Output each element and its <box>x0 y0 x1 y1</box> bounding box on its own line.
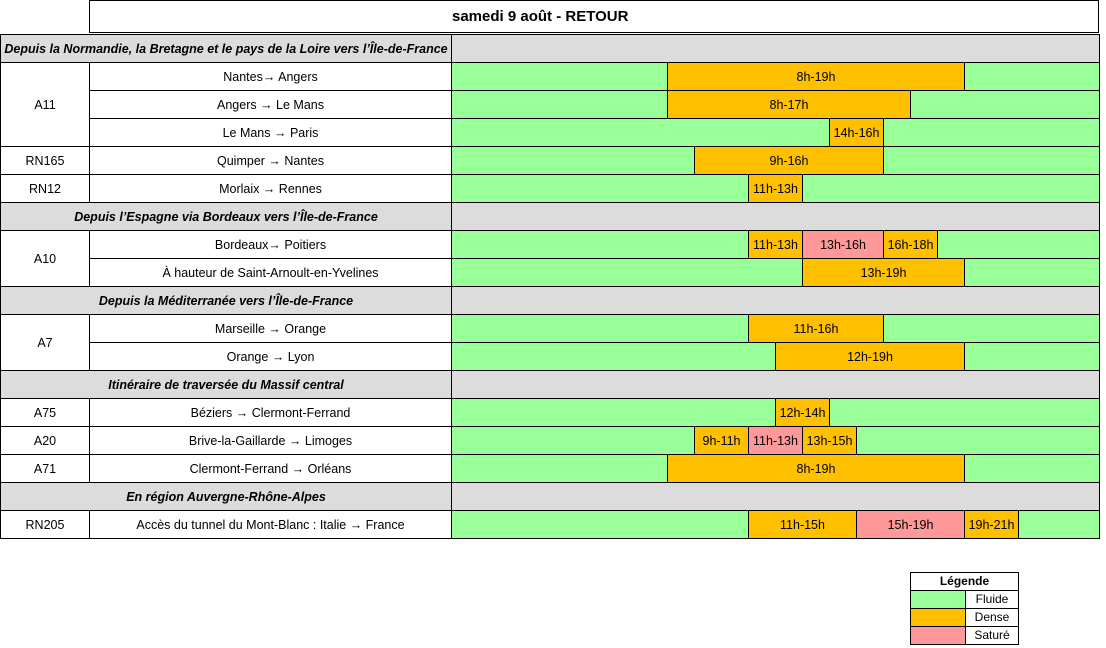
route-timeline <box>451 230 1100 259</box>
traffic-segment-sature: 15h-19h <box>856 511 965 538</box>
route-cell: Orange → Lyon <box>89 342 452 371</box>
legend-item <box>911 609 1018 627</box>
traffic-segment-sature: 11h-13h <box>748 427 803 454</box>
road-cell: A71 <box>0 454 90 483</box>
legend-title: Légende <box>911 573 1018 591</box>
section-header-row <box>0 286 1100 315</box>
route-cell: À hauteur de Saint-Arnoult-en-Yvelines <box>89 258 452 287</box>
route-cell: Accès du tunnel du Mont-Blanc : Italie → France <box>89 510 452 539</box>
section-header-row <box>0 370 1100 399</box>
route-timeline <box>451 454 1100 483</box>
section-title: Itinéraire de traversée du Massif central <box>0 370 452 399</box>
traffic-segment-dense: 8h-19h <box>667 63 965 90</box>
traffic-segment-dense: 11h-15h <box>748 511 857 538</box>
section-timeline-blank <box>451 482 1100 511</box>
legend-label: Dense <box>974 610 1010 624</box>
road-cell: A11 <box>0 62 90 147</box>
traffic-segment-dense: 13h-19h <box>802 259 965 286</box>
road-cell: A75 <box>0 398 90 427</box>
section-title: En région Auvergne-Rhône-Alpes <box>0 482 452 511</box>
traffic-segment-dense: 12h-19h <box>775 343 965 370</box>
legend <box>910 572 1019 645</box>
section-header-row <box>0 34 1100 63</box>
route-row <box>0 258 1100 287</box>
traffic-segment-dense: 9h-16h <box>694 147 884 174</box>
section-timeline-blank <box>451 34 1100 63</box>
route-timeline <box>451 174 1100 203</box>
traffic-segment-dense: 11h-13h <box>748 231 803 258</box>
route-cell: Nantes→ Angers <box>89 62 452 91</box>
section-title: Depuis l’Espagne via Bordeaux vers l’Île-de-France <box>0 202 452 231</box>
road-cell: A10 <box>0 230 90 287</box>
traffic-segment-dense: 8h-19h <box>667 455 965 482</box>
legend-item <box>911 627 1018 644</box>
traffic-segment-dense: 11h-16h <box>748 315 884 342</box>
road-cell: RN205 <box>0 510 90 539</box>
traffic-segment-dense: 11h-13h <box>748 175 803 202</box>
legend-swatch-dense <box>911 609 966 626</box>
route-timeline <box>451 426 1100 455</box>
section-timeline-blank <box>451 286 1100 315</box>
traffic-segment-dense: 19h-21h <box>964 511 1019 538</box>
section-header-row <box>0 202 1100 231</box>
legend-label: Fluide <box>975 592 1009 606</box>
route-timeline <box>451 510 1100 539</box>
route-cell: Angers → Le Mans <box>89 90 452 119</box>
route-row <box>0 90 1100 119</box>
route-row <box>0 454 1100 483</box>
route-row <box>0 314 1100 343</box>
traffic-segment-dense: 8h-17h <box>667 91 911 118</box>
traffic-segment-dense: 12h-14h <box>775 399 830 426</box>
legend-label: Saturé <box>974 628 1010 642</box>
route-timeline <box>451 398 1100 427</box>
road-cell: A20 <box>0 426 90 455</box>
route-timeline <box>451 314 1100 343</box>
route-timeline <box>451 146 1100 175</box>
road-cell: A7 <box>0 314 90 371</box>
section-timeline-blank <box>451 370 1100 399</box>
legend-item <box>911 591 1018 609</box>
route-row <box>0 146 1100 175</box>
section-timeline-blank <box>451 202 1100 231</box>
route-cell: Quimper → Nantes <box>89 146 452 175</box>
route-row <box>0 398 1100 427</box>
route-timeline <box>451 62 1100 91</box>
traffic-segment-dense: 16h-18h <box>883 231 938 258</box>
route-row <box>0 62 1100 91</box>
route-cell: Béziers → Clermont-Ferrand <box>89 398 452 427</box>
section-header-row <box>0 482 1100 511</box>
route-cell: Bordeaux→ Poitiers <box>89 230 452 259</box>
route-row <box>0 230 1100 259</box>
route-cell: Marseille → Orange <box>89 314 452 343</box>
route-timeline <box>451 258 1100 287</box>
route-timeline <box>451 90 1100 119</box>
traffic-segment-dense: 13h-15h <box>802 427 857 454</box>
traffic-segment-dense: 14h-16h <box>829 119 884 146</box>
route-cell: Le Mans → Paris <box>89 118 452 147</box>
road-cell: RN165 <box>0 146 90 175</box>
route-cell: Brive-la-Gaillarde → Limoges <box>89 426 452 455</box>
legend-swatch-sature <box>911 627 966 644</box>
route-timeline <box>451 342 1100 371</box>
route-cell: Morlaix → Rennes <box>89 174 452 203</box>
route-row <box>0 426 1100 455</box>
page-title-text: samedi 9 août - RETOUR <box>452 8 629 25</box>
legend-swatch-fluide <box>911 591 966 608</box>
section-title: Depuis la Normandie, la Bretagne et le pays de la Loire vers l’Île-de-France <box>0 34 452 63</box>
route-row <box>0 174 1100 203</box>
traffic-segment-dense: 9h-11h <box>694 427 749 454</box>
traffic-segment-sature: 13h-16h <box>802 231 884 258</box>
route-row <box>0 510 1100 539</box>
page-title <box>89 0 1099 33</box>
route-row <box>0 118 1100 147</box>
route-timeline <box>451 118 1100 147</box>
road-cell: RN12 <box>0 174 90 203</box>
section-title: Depuis la Méditerranée vers l’Île-de-France <box>0 286 452 315</box>
route-row <box>0 342 1100 371</box>
route-cell: Clermont-Ferrand → Orléans <box>89 454 452 483</box>
